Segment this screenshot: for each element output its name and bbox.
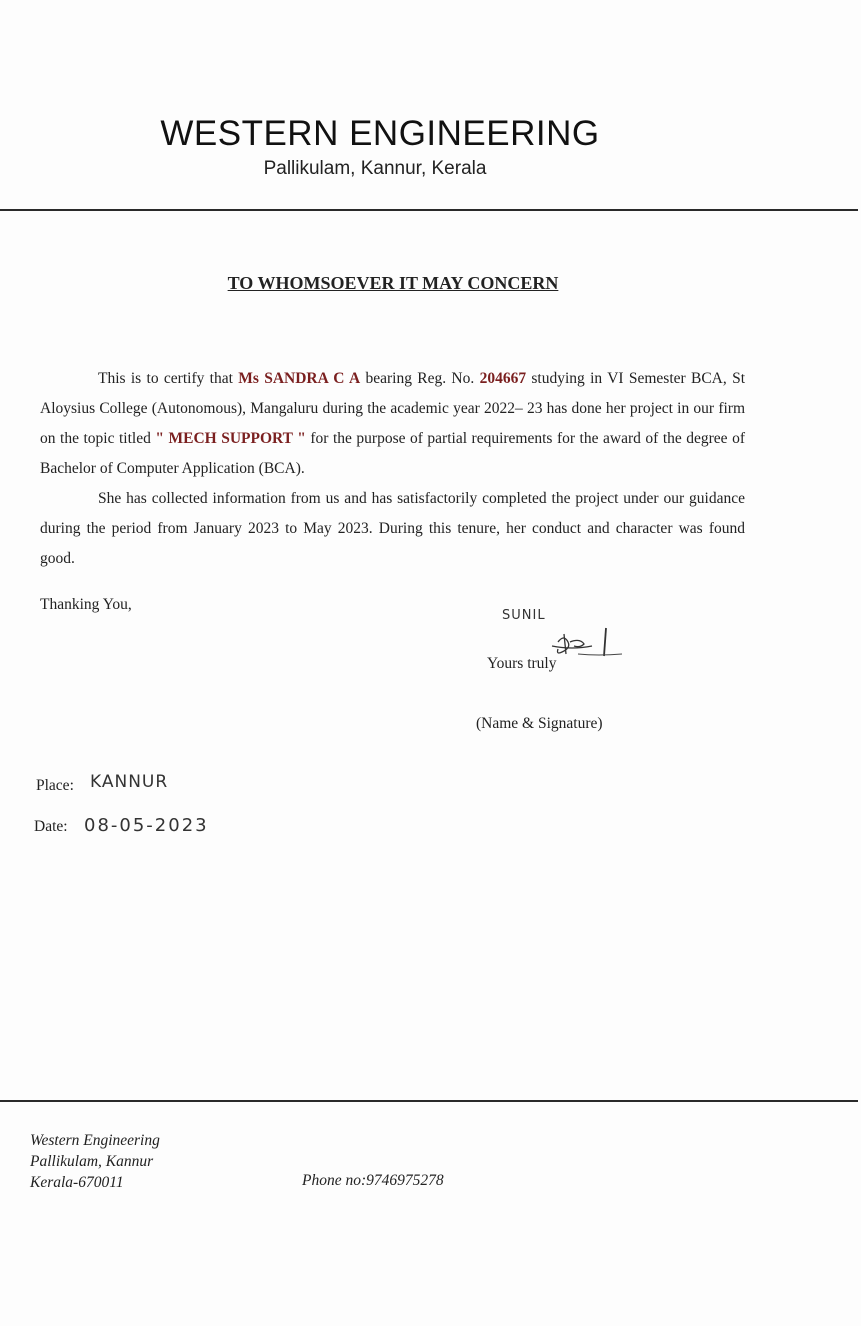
footer-company: Western Engineering (30, 1132, 160, 1149)
letter-heading: TO WHOMSOEVER IT MAY CONCERN (227, 273, 559, 293)
handwritten-signatory-name: SUNIL (502, 608, 546, 623)
signature-scribble (548, 622, 628, 664)
footer-phone: Phone no:9746975278 (302, 1172, 444, 1189)
footer-divider (0, 1100, 858, 1102)
body-paragraph-2: She has collected information from us and has satisfactorily completed the project under our guidance during the period from January 2023 to May 2023. During this tenure, her conduct and character was found good. (40, 490, 745, 567)
place-label: Place: (36, 777, 74, 794)
yours-truly: Yours truly (487, 655, 557, 672)
place-value: KANNUR (90, 772, 169, 792)
body-text-segment: bearing Reg. No. (360, 370, 480, 387)
letterhead-address: Pallikulam, Kannur, Kerala (263, 158, 487, 179)
date-value: 08-05-2023 (84, 815, 209, 836)
registration-number: 204667 (479, 370, 527, 387)
name-and-signature-label: (Name & Signature) (476, 715, 603, 732)
body-text-segment: studying in VI Semester BCA, St Aloysius College (Autonomous), Mangaluru during the academic year 2022– 23 has done her project in our firm on the topic titled (40, 370, 745, 447)
project-title: " MECH SUPPORT " (155, 430, 306, 447)
date-label: Date: (34, 818, 68, 835)
footer-locality: Pallikulam, Kannur (30, 1153, 154, 1170)
letterhead-company-name: WESTERN ENGINEERING (160, 114, 600, 153)
student-name: Ms SANDRA C A (238, 370, 361, 387)
thanking-you: Thanking You, (40, 596, 132, 613)
body-paragraph-1 (40, 364, 745, 484)
body-text-segment: This is to certify that (98, 370, 239, 387)
body-text-segment: for the purpose of partial requirements for the award of the degree of Bachelor of Computer Application (BCA). (40, 430, 745, 477)
footer-address (30, 1130, 160, 1193)
letter-body (40, 364, 745, 574)
header-divider (0, 209, 858, 211)
footer-state-pin: Kerala-670011 (30, 1174, 124, 1191)
